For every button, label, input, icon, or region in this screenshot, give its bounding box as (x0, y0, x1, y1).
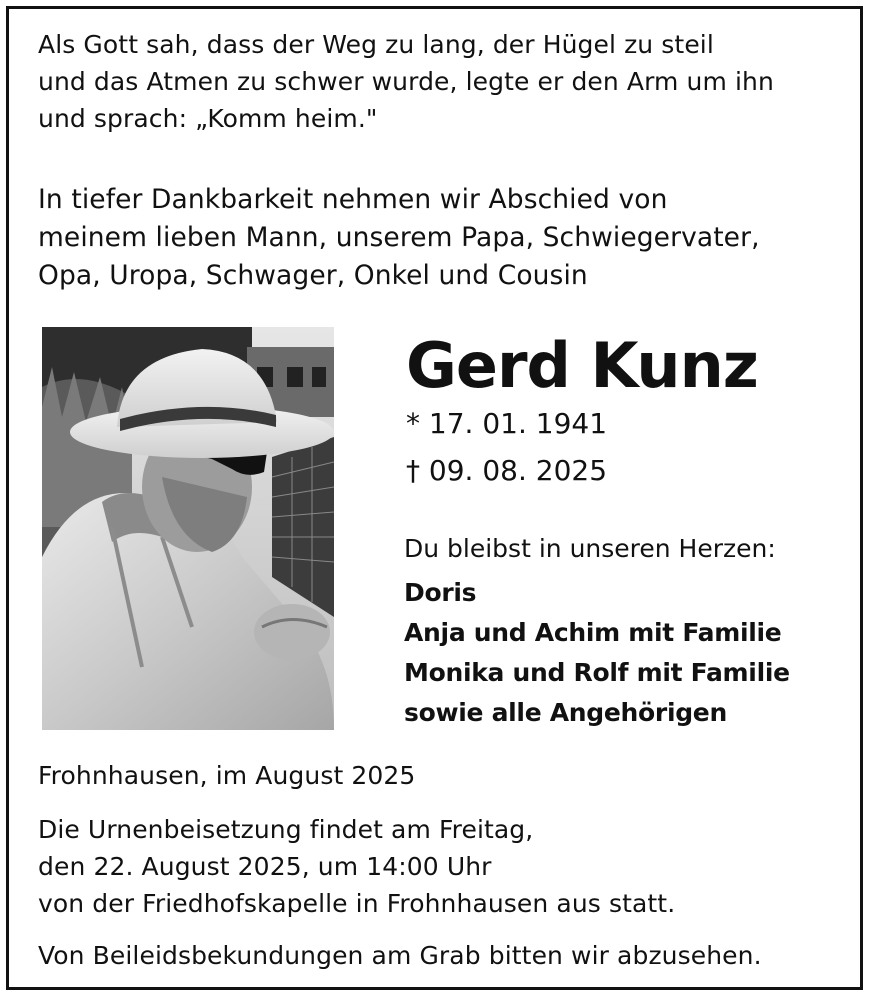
place-date (38, 757, 415, 794)
funeral-line: den 22. August 2025, um 14:00 Uhr (38, 852, 492, 881)
mourners-heading: Du bleibst in unseren Herzen: (404, 534, 776, 563)
poem-line: Als Gott sah, dass der Weg zu lang, der Hügel zu steil (38, 30, 714, 59)
birth-date: * 17. 01. 1941 (406, 407, 608, 440)
mourner-name: Anja und Achim mit Familie (404, 618, 782, 647)
place-date-text: Frohnhausen, im August 2025 (38, 761, 416, 790)
mourners-list (404, 573, 790, 733)
intro-line: Opa, Uropa, Schwager, Onkel und Cousin (38, 260, 588, 291)
mourner-name: sowie alle Angehörigen (404, 698, 727, 727)
portrait-photo (42, 327, 334, 730)
poem-line: und sprach: „Komm heim." (38, 104, 378, 133)
poem (38, 26, 774, 137)
deceased-name: Gerd Kunz (406, 329, 758, 402)
intro-text (38, 181, 760, 295)
funeral-line: Die Urnenbeisetzung findet am Freitag, (38, 815, 534, 844)
funeral-info (38, 811, 675, 922)
funeral-line: von der Friedhofskapelle in Frohnhausen aus statt. (38, 889, 676, 918)
intro-line: meinem lieben Mann, unserem Papa, Schwiegervater, (38, 222, 760, 253)
poem-line: und das Atmen zu schwer wurde, legte er den Arm um ihn (38, 67, 774, 96)
intro-line: In tiefer Dankbarkeit nehmen wir Abschied von (38, 184, 668, 215)
condolence-note-text: Von Beileidsbekundungen am Grab bitten wir abzusehen. (38, 941, 762, 970)
mourner-name: Doris (404, 578, 477, 607)
death-date: † 09. 08. 2025 (406, 454, 608, 487)
condolence-note (38, 937, 762, 974)
life-dates (406, 400, 607, 494)
mourner-name: Monika und Rolf mit Familie (404, 658, 790, 687)
